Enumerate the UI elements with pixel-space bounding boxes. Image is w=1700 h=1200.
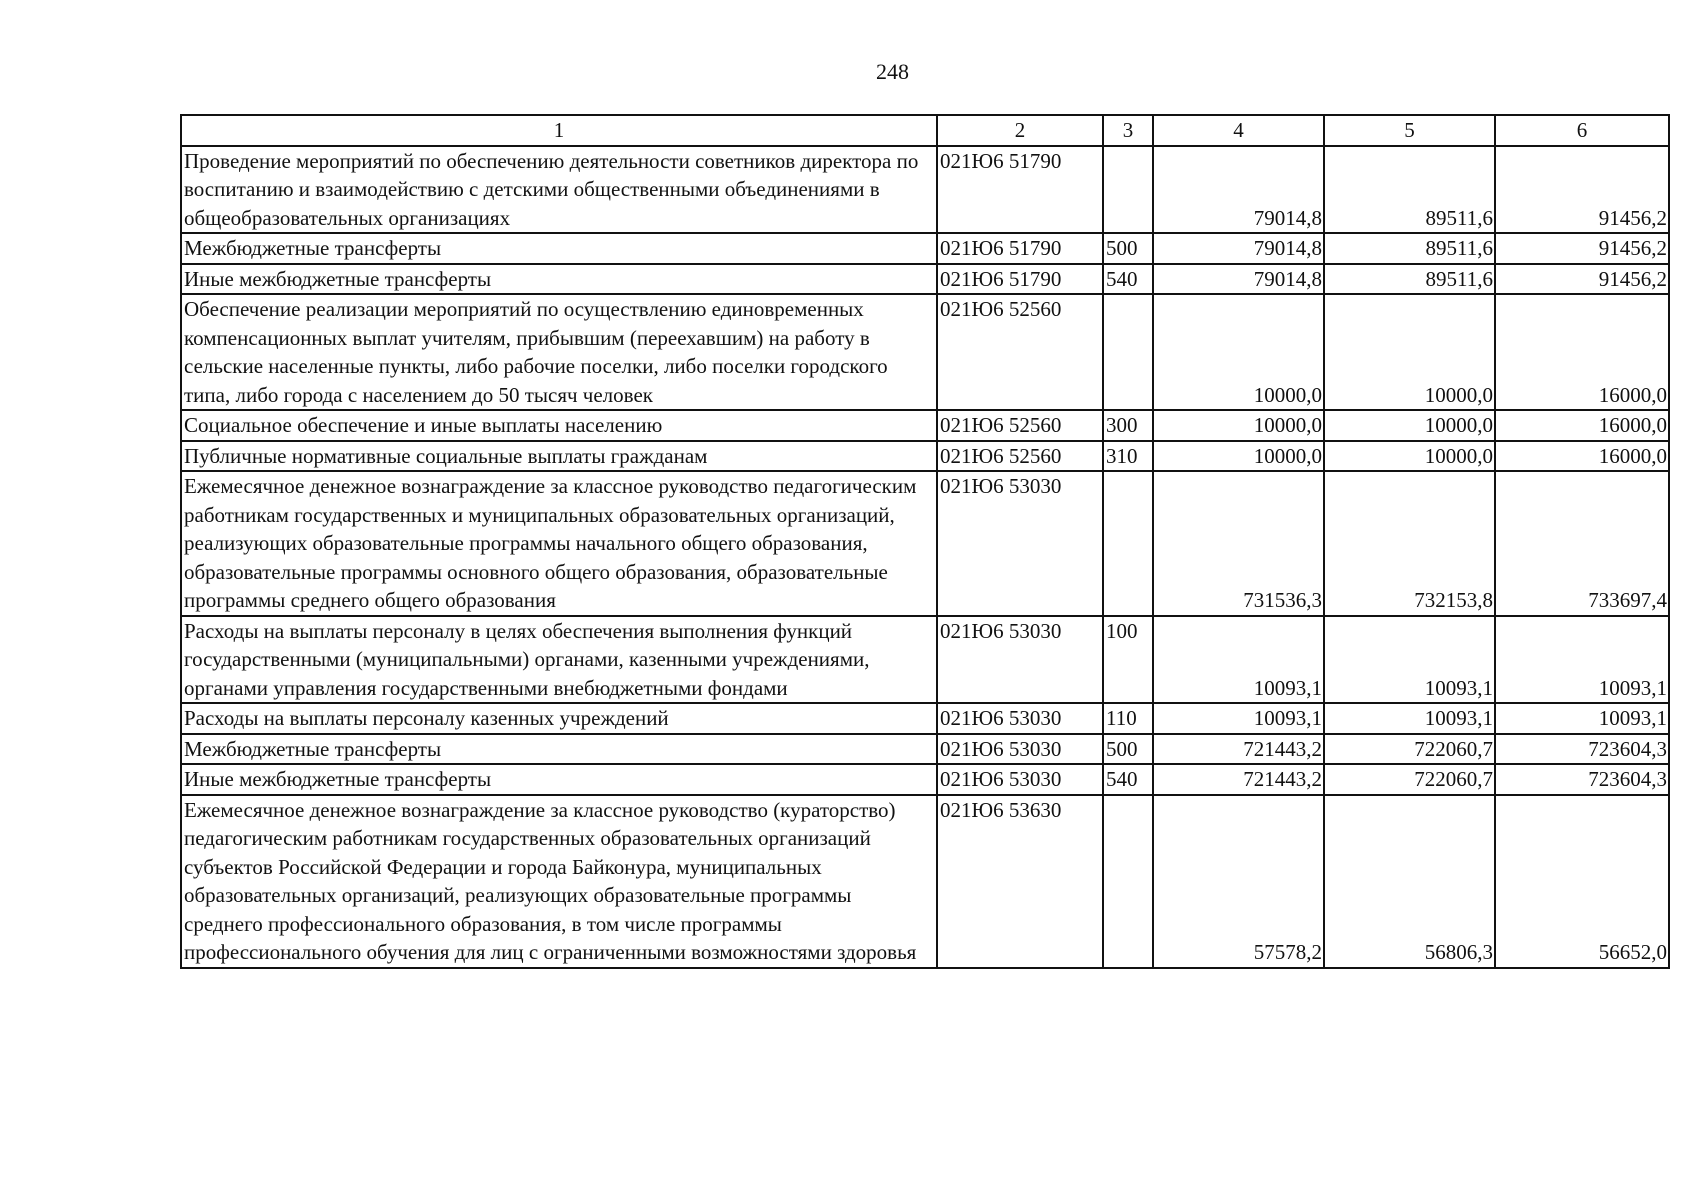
row-value-col-5: 10093,1 (1324, 616, 1495, 704)
row-name: Иные межбюджетные трансферты (181, 264, 937, 295)
row-name: Ежемесячное денежное вознаграждение за классное руководство педагогическим работникам государственных и муниципальных образовательных организаций, реализующих образовательные программы начального общего образования, образовательные программы основного общего образования, образовательные программы среднего общего образования (181, 471, 937, 616)
row-target-code: 021Ю6 53030 (937, 616, 1103, 704)
row-value-col-4: 79014,8 (1153, 233, 1324, 264)
table-row (181, 734, 1669, 765)
row-value-col-5: 89511,6 (1324, 233, 1495, 264)
row-target-code: 021Ю6 51790 (937, 233, 1103, 264)
row-value-col-4: 731536,3 (1153, 471, 1324, 616)
row-value-col-5: 732153,8 (1324, 471, 1495, 616)
table-row (181, 441, 1669, 472)
table-row (181, 471, 1669, 616)
row-name: Социальное обеспечение и иные выплаты населению (181, 410, 937, 441)
row-expense-type (1103, 795, 1153, 968)
row-value-col-6: 91456,2 (1495, 233, 1669, 264)
row-target-code: 021Ю6 51790 (937, 146, 1103, 234)
budget-table (180, 114, 1670, 969)
header-col-3: 3 (1103, 115, 1153, 146)
row-value-col-5: 89511,6 (1324, 264, 1495, 295)
row-name: Публичные нормативные социальные выплаты гражданам (181, 441, 937, 472)
row-expense-type (1103, 146, 1153, 234)
row-value-col-6: 10093,1 (1495, 703, 1669, 734)
row-value-col-6: 16000,0 (1495, 410, 1669, 441)
row-value-col-4: 721443,2 (1153, 764, 1324, 795)
row-name: Расходы на выплаты персоналу в целях обеспечения выполнения функций государственными (муниципальными) органами, казенными учреждениями, органами управления государственными внебюджетными фондами (181, 616, 937, 704)
row-value-col-6: 733697,4 (1495, 471, 1669, 616)
row-value-col-5: 722060,7 (1324, 764, 1495, 795)
row-value-col-4: 10000,0 (1153, 294, 1324, 410)
row-target-code: 021Ю6 53030 (937, 703, 1103, 734)
row-value-col-5: 10093,1 (1324, 703, 1495, 734)
row-value-col-6: 10093,1 (1495, 616, 1669, 704)
row-expense-type: 500 (1103, 233, 1153, 264)
row-value-col-4: 10000,0 (1153, 410, 1324, 441)
header-row (181, 115, 1669, 146)
row-value-col-4: 10093,1 (1153, 616, 1324, 704)
row-value-col-5: 722060,7 (1324, 734, 1495, 765)
row-expense-type (1103, 471, 1153, 616)
row-value-col-6: 91456,2 (1495, 264, 1669, 295)
table-row (181, 764, 1669, 795)
row-value-col-6: 56652,0 (1495, 795, 1669, 968)
row-expense-type: 300 (1103, 410, 1153, 441)
table-row (181, 294, 1669, 410)
row-name: Межбюджетные трансферты (181, 734, 937, 765)
header-col-1: 1 (181, 115, 937, 146)
row-value-col-4: 10093,1 (1153, 703, 1324, 734)
row-target-code: 021Ю6 52560 (937, 294, 1103, 410)
row-name: Обеспечение реализации мероприятий по осуществлению единовременных компенсационных выплат учителям, прибывшим (переехавшим) на работу в сельские населенные пункты, либо рабочие поселки, либо поселки городского типа, либо города с населением до 50 тысяч человек (181, 294, 937, 410)
row-target-code: 021Ю6 53030 (937, 734, 1103, 765)
row-name: Иные межбюджетные трансферты (181, 764, 937, 795)
table-row (181, 616, 1669, 704)
row-expense-type: 110 (1103, 703, 1153, 734)
row-value-col-4: 721443,2 (1153, 734, 1324, 765)
table-row (181, 233, 1669, 264)
header-col-6: 6 (1495, 115, 1669, 146)
row-name: Проведение мероприятий по обеспечению деятельности советников директора по воспитанию и взаимодействию с детскими общественными объединениями в общеобразовательных организациях (181, 146, 937, 234)
row-name: Расходы на выплаты персоналу казенных учреждений (181, 703, 937, 734)
row-value-col-5: 89511,6 (1324, 146, 1495, 234)
row-value-col-4: 57578,2 (1153, 795, 1324, 968)
row-target-code: 021Ю6 51790 (937, 264, 1103, 295)
row-value-col-6: 723604,3 (1495, 764, 1669, 795)
row-value-col-5: 56806,3 (1324, 795, 1495, 968)
row-value-col-6: 16000,0 (1495, 294, 1669, 410)
row-expense-type: 540 (1103, 264, 1153, 295)
row-value-col-5: 10000,0 (1324, 410, 1495, 441)
row-target-code: 021Ю6 52560 (937, 410, 1103, 441)
header-col-5: 5 (1324, 115, 1495, 146)
row-value-col-5: 10000,0 (1324, 294, 1495, 410)
row-value-col-5: 10000,0 (1324, 441, 1495, 472)
row-value-col-4: 79014,8 (1153, 146, 1324, 234)
table-row (181, 146, 1669, 234)
row-target-code: 021Ю6 52560 (937, 441, 1103, 472)
header-col-2: 2 (937, 115, 1103, 146)
row-expense-type: 500 (1103, 734, 1153, 765)
header-col-4: 4 (1153, 115, 1324, 146)
row-value-col-4: 10000,0 (1153, 441, 1324, 472)
table-row (181, 410, 1669, 441)
row-value-col-6: 723604,3 (1495, 734, 1669, 765)
page-number: 248 (876, 59, 909, 84)
table-row (181, 795, 1669, 968)
table-row (181, 264, 1669, 295)
table-row (181, 703, 1669, 734)
row-value-col-6: 91456,2 (1495, 146, 1669, 234)
row-target-code: 021Ю6 53030 (937, 764, 1103, 795)
row-name: Межбюджетные трансферты (181, 233, 937, 264)
row-value-col-4: 79014,8 (1153, 264, 1324, 295)
row-target-code: 021Ю6 53030 (937, 471, 1103, 616)
row-expense-type (1103, 294, 1153, 410)
row-name: Ежемесячное денежное вознаграждение за классное руководство (кураторство) педагогическим работникам государственных образовательных организаций субъектов Российской Федерации и города Байконура, муниципальных образовательных организаций, реализующих образовательные программы среднего профессионального образования, в том числе программы профессионального обучения для лиц с ограниченными возможностями здоровья (181, 795, 937, 968)
row-expense-type: 310 (1103, 441, 1153, 472)
row-value-col-6: 16000,0 (1495, 441, 1669, 472)
row-expense-type: 100 (1103, 616, 1153, 704)
row-target-code: 021Ю6 53630 (937, 795, 1103, 968)
row-expense-type: 540 (1103, 764, 1153, 795)
